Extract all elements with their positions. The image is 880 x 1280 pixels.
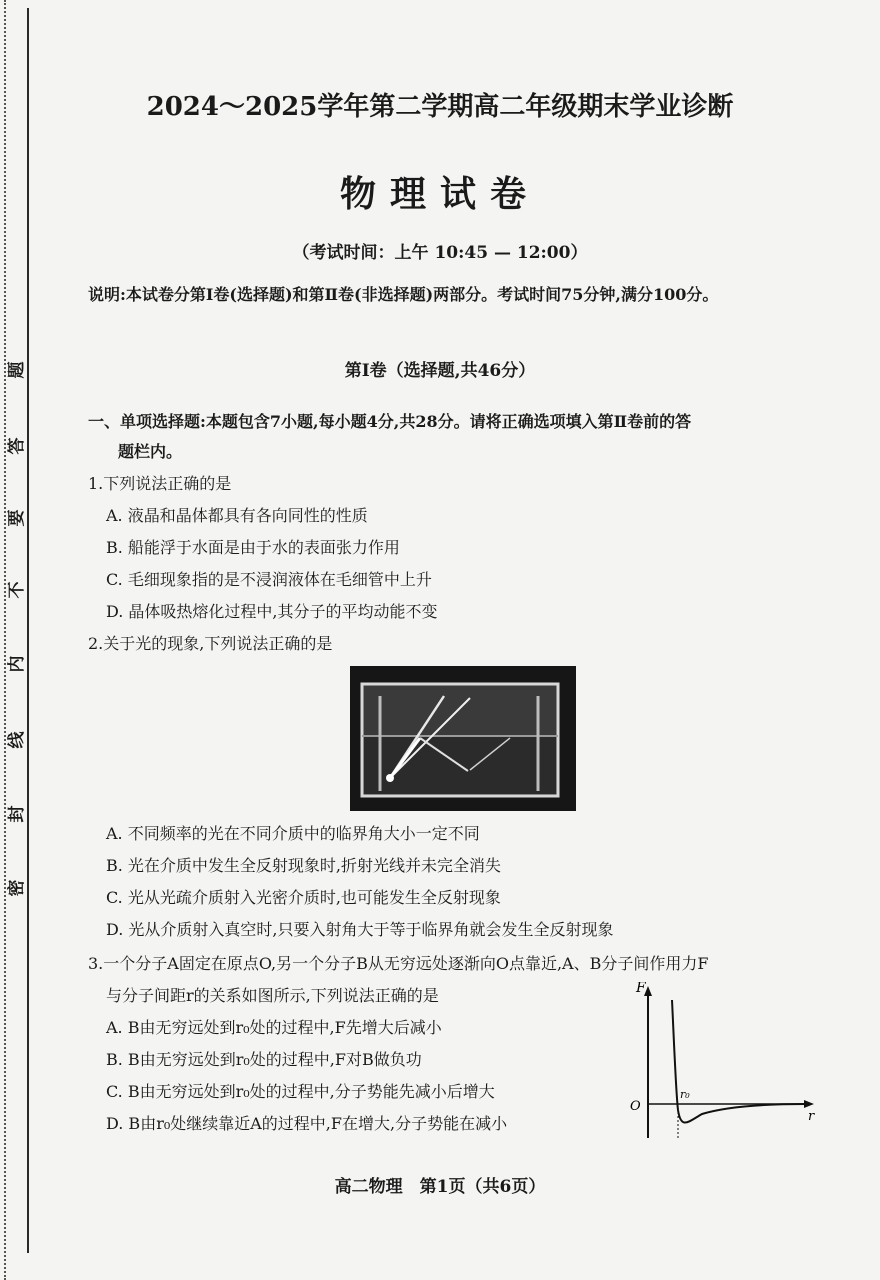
total-reflection-photo: [350, 666, 576, 811]
margin-char: 密: [7, 879, 27, 897]
margin-char: 不: [7, 581, 27, 599]
margin-char: 答: [7, 437, 27, 455]
question-3-stem-cont: 与分子间距r的关系如图所示,下列说法正确的是: [106, 986, 439, 1005]
question-3-option-a: A. B由无穷远处到r₀处的过程中,F先增大后减小: [106, 1018, 442, 1037]
exam-title: 2024～2025学年第二学期高二年级期末学业诊断: [146, 92, 734, 122]
question-1-option-c: C. 毛细现象指的是不浸润液体在毛细管中上升: [106, 570, 432, 589]
margin-char: 要: [7, 509, 27, 527]
light-tank-illustration: [350, 666, 576, 811]
question-1-option-b: B. 船能浮于水面是由于水的表面张力作用: [106, 538, 400, 557]
margin-char: 题: [7, 361, 27, 379]
force-distance-graph: [628, 982, 818, 1144]
question-2-option-d: D. 光从介质射入真空时,只要入射角大于等于临界角就会发生全反射现象: [106, 920, 614, 939]
question-2-option-b: B. 光在介质中发生全反射现象时,折射光线并未完全消失: [106, 856, 502, 875]
page-footer: 高二物理 第1页（共6页）: [334, 1177, 546, 1197]
exam-time: （考试时间：上午 10:45 — 12:00）: [292, 243, 588, 263]
r0-label: r₀: [680, 1088, 690, 1101]
margin-char: 内: [7, 655, 27, 673]
question-3-option-c: C. B由无穷远处到r₀处的过程中,分子势能先减小后增大: [106, 1082, 495, 1101]
question-1-stem: 1.下列说法正确的是: [88, 474, 232, 493]
margin-char: 封: [7, 805, 27, 823]
x-axis-label: r: [808, 1109, 815, 1124]
section-heading: 一、单项选择题:本题包含7小题,每小题4分,共28分。请将正确选项填入第Ⅱ卷前的答: [88, 412, 692, 431]
part-title: 第Ⅰ卷（选择题,共46分）: [344, 361, 536, 381]
section-heading-cont: 题栏内。: [118, 442, 183, 461]
origin-label: O: [630, 1099, 641, 1114]
subject-title: 物理试卷: [339, 173, 540, 215]
question-2-option-a: A. 不同频率的光在不同介质中的临界角大小一定不同: [106, 824, 480, 843]
question-2-stem: 2.关于光的现象,下列说法正确的是: [88, 634, 333, 653]
y-axis-label: F: [636, 982, 646, 996]
question-1-option-a: A. 液晶和晶体都具有各向同性的性质: [106, 506, 368, 525]
question-3-stem: 3.一个分子A固定在原点O,另一个分子B从无穷远处逐渐向O点靠近,A、B分子间作用力F: [88, 954, 709, 973]
question-1-option-d: D. 晶体吸热熔化过程中,其分子的平均动能不变: [106, 602, 438, 621]
question-2-option-c: C. 光从光疏介质射入光密介质时,也可能发生全反射现象: [106, 888, 501, 907]
margin-char: 线: [7, 731, 27, 749]
exam-note: 说明:本试卷分第Ⅰ卷(选择题)和第Ⅱ卷(非选择题)两部分。考试时间75分钟,满分100分。: [88, 285, 719, 304]
question-3-option-b: B. B由无穷远处到r₀处的过程中,F对B做负功: [106, 1050, 422, 1069]
question-3-option-d: D. B由r₀处继续靠近A的过程中,F在增大,分子势能在减小: [106, 1114, 508, 1133]
